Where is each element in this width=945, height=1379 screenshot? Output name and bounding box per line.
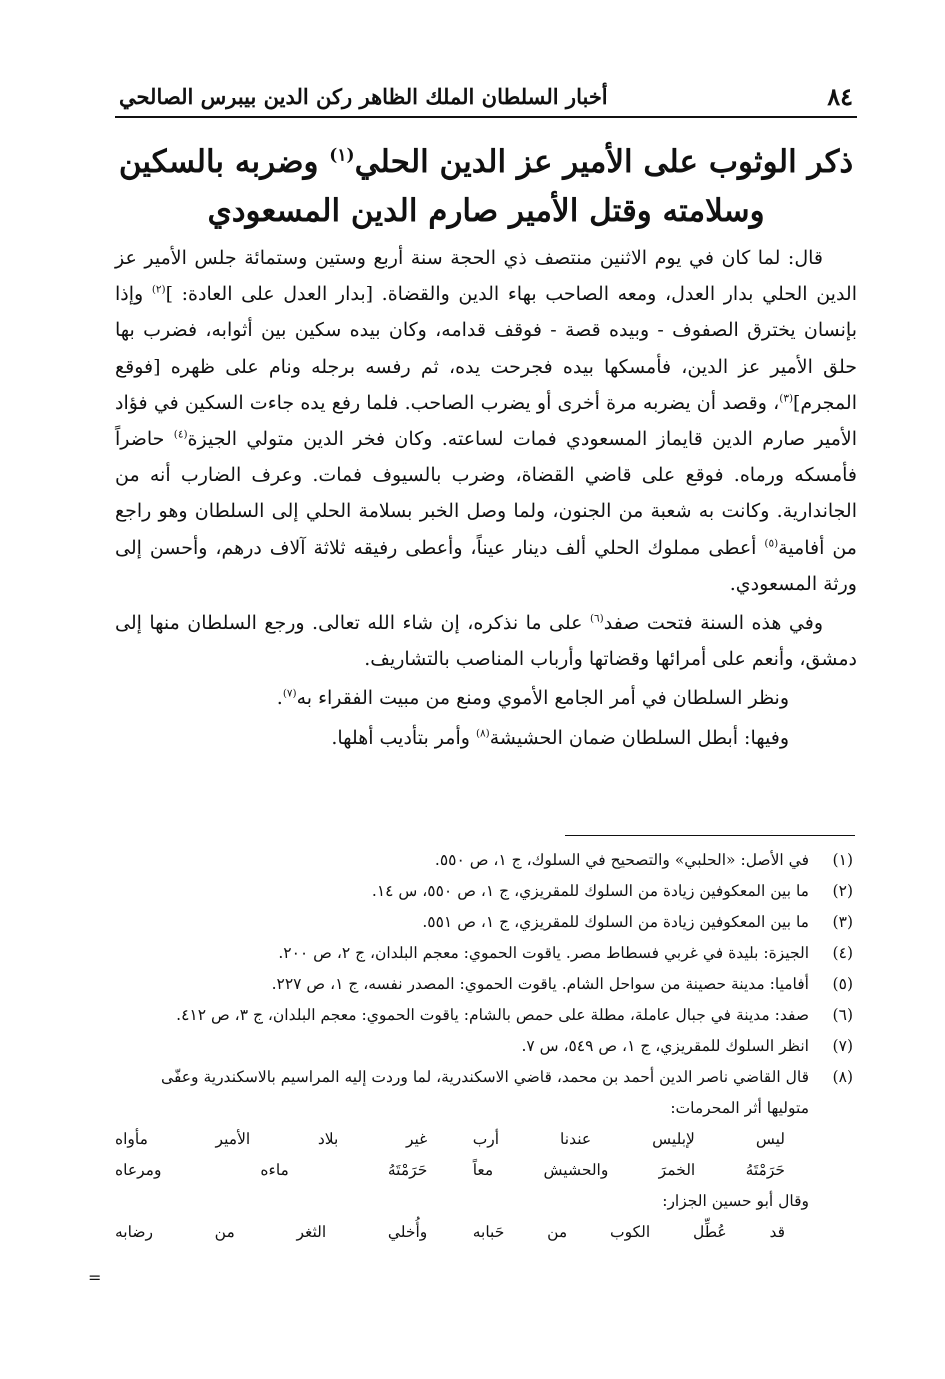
page-number: ٨٤ bbox=[827, 82, 853, 111]
text-run: على ما نذكره، إن شاء الله تعالى. ورجع السلطان منها إلى دمشق، وأنعم على أمرائها وقضاتها وأرباب المناصب بالتشاريف. bbox=[115, 612, 857, 671]
footnote-number: (٢) bbox=[832, 882, 853, 900]
footnote-number: (١) bbox=[832, 851, 853, 869]
paragraph bbox=[115, 720, 857, 756]
footnote bbox=[115, 969, 857, 1000]
footnote-text: ما بين المعكوفين زيادة من السلوك للمقريزي، ج ١، ص ٥٥١. bbox=[422, 913, 809, 931]
footnote-ref[interactable]: (٢) bbox=[151, 283, 166, 296]
text-run: وإذا بإنسان يخترق الصفوف - وبيده قصة - فوقف قدامه، وكان بيده سكين بين أثوابه، فضرب بها حلق الأمير عز الدين، فأمسكها بيده فجرحت يده، ثم رفسه برجله ونام على ظهره [فوقع المجرم] bbox=[115, 283, 857, 414]
verse-first-hemistich: قد عُطِّل الكوب من حَبابه bbox=[472, 1223, 785, 1241]
footnote-divider bbox=[565, 835, 855, 836]
text-run: وفيها: أبطل السلطان ضمان الحشيشة bbox=[489, 726, 789, 749]
footnote bbox=[115, 1062, 857, 1124]
footnote-ref[interactable]: (٦) bbox=[589, 612, 604, 625]
footnote-number: (٥) bbox=[832, 975, 853, 993]
text-run: أعطى مملوك الحلي ألف دينار عيناً، وأعطى رفيقه ثلاثة آلاف درهم، وأحسن إلى ورثة المسعودي. bbox=[115, 536, 857, 595]
footnote-text: ما بين المعكوفين زيادة من السلوك للمقريزي، ج ١، ص ٥٥٠، س ١٤. bbox=[371, 882, 809, 900]
verse-second-hemistich: حَرَمْتَهُ ماءه ومرعاه bbox=[115, 1161, 428, 1179]
verse-first-hemistich: حَرَمْتَهُ الخمرَ والحشيش معاً bbox=[472, 1161, 785, 1179]
poet-attribution: وقال أبو حسين الجزار: bbox=[662, 1192, 809, 1210]
footnote-ref[interactable]: (١) bbox=[329, 145, 355, 166]
text-run: ونظر السلطان في أمر الجامع الأموي ومنع من مبيت الفقراء به bbox=[296, 687, 789, 710]
paragraph bbox=[115, 605, 857, 677]
footnote-ref[interactable]: (٣) bbox=[779, 392, 794, 405]
footnote-number: (٣) bbox=[832, 913, 853, 931]
verse-second-hemistich: غير بلاد الأمير مأواه bbox=[115, 1130, 428, 1148]
continuation-mark: = bbox=[88, 1268, 102, 1287]
footnote bbox=[115, 876, 857, 907]
chapter-title bbox=[115, 138, 857, 236]
footnote-ref[interactable]: (٥) bbox=[764, 537, 779, 550]
poem bbox=[115, 1217, 857, 1248]
footnote bbox=[115, 1031, 857, 1062]
text-run: ، وقصد أن يضربه مرة أخرى أو يضرب الصاحب. فلما رفع يده جاءت السكين في فؤاد الأمير صارم الدين قايماز المسعودي فمات لساعته. وكان فخر الدين متولي الجيزة bbox=[115, 391, 857, 451]
footnote bbox=[115, 845, 857, 876]
paragraph bbox=[115, 680, 857, 716]
footnote-text: قال القاضي ناصر الدين أحمد بن محمد، قاضي الاسكندرية، لما وردت إليه المراسيم بالاسكندرية وعفّى متوليها أثر المحرمات: bbox=[161, 1068, 809, 1117]
text-run: وأمر بتأديب أهلها. bbox=[331, 726, 476, 749]
footnote-ref[interactable]: (٧) bbox=[282, 688, 297, 701]
verse-second-hemistich: وأُخلي الثغر من رضابه bbox=[115, 1223, 428, 1241]
footnote-text: صفد: مدينة في جبال عاملة، مطلة على حمص بالشام: ياقوت الحموي: معجم البلدان، ج ٣، ص ٤١٢. bbox=[176, 1006, 809, 1024]
footnote bbox=[115, 907, 857, 938]
poem-verse bbox=[115, 1124, 809, 1155]
text-run: قال: لما كان في يوم الاثنين منتصف ذي الحجة سنة أربع وستين وستمائة جلس الأمير عز الدين الحلي بدار العدل، ومعه الصاحب بهاء الدين والقضاة. [بدار العدل على العادة: ] bbox=[115, 247, 857, 306]
poem-verse bbox=[115, 1155, 809, 1186]
footnote-number: (٦) bbox=[832, 1006, 853, 1024]
poem bbox=[115, 1124, 857, 1186]
footnote-ref[interactable]: (٨) bbox=[475, 727, 490, 740]
footnote-ref[interactable]: (٤) bbox=[173, 428, 188, 441]
footnote-text: الجيزة: بليدة في غربي فسطاط مصر. ياقوت الحموي: معجم البلدان، ج ٢، ص ٢٠٠. bbox=[278, 944, 809, 962]
page-header bbox=[115, 82, 857, 118]
verse-first-hemistich: ليس لإبليس عندنا أرب bbox=[472, 1130, 785, 1148]
chapter-title-part: ذكر الوثوب على الأمير عز الدين الحلي bbox=[354, 144, 854, 180]
footnote bbox=[115, 1000, 857, 1031]
footnote-number: (٨) bbox=[832, 1068, 853, 1086]
body-text bbox=[115, 240, 857, 759]
footnote bbox=[115, 938, 857, 969]
text-run: حاضراً فأمسكه ورماه. فوقع على قاضي القضاة، وضرب بالسيوف فمات. وعرف الضارب أنه من الجاندارية. وكانت به شعبة من الجنون، ولما وصل الخبر بسلامة الحلي إلى السلطان وهو راجع من أفامية bbox=[115, 428, 857, 559]
footnote-text: انظر السلوك للمقريزي، ج ١، ص ٥٤٩، س ٧. bbox=[521, 1037, 809, 1055]
footnote-text: في الأصل: «الحلبي» والتصحيح في السلوك، ج ١، ص ٥٥٠. bbox=[434, 851, 809, 869]
poem-verse bbox=[115, 1217, 809, 1248]
running-title: أخبار السلطان الملك الظاهر ركن الدين بيبرس الصالحي bbox=[119, 84, 608, 109]
text-run: وفي هذه السنة فتحت صفد bbox=[603, 612, 824, 635]
paragraph bbox=[115, 240, 857, 602]
footnote-number: (٧) bbox=[832, 1037, 853, 1055]
chapter-title-line2: وسلامته وقتل الأمير صارم الدين المسعودي bbox=[207, 193, 765, 229]
footnotes bbox=[115, 845, 857, 1248]
chapter-title-part: وضربه بالسكين bbox=[118, 144, 330, 180]
footnote-text: أفاميا: مدينة حصينة من سواحل الشام. ياقوت الحموي: المصدر نفسه، ج ١، ص ٢٢٧. bbox=[271, 975, 809, 993]
text-run: . bbox=[276, 687, 283, 710]
footnote-number: (٤) bbox=[832, 944, 853, 962]
